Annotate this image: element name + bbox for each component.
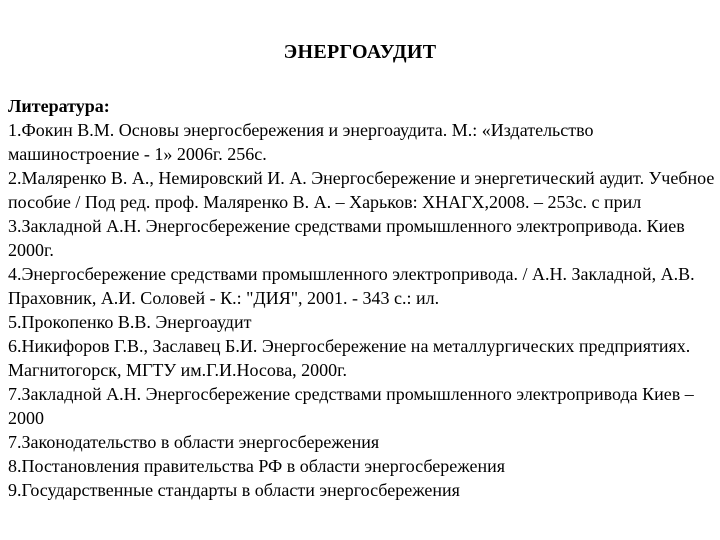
reference-item: 3.Закладной А.Н. Энергосбережение средствами промышленного электропривода. Киев 2000г. <box>8 216 685 260</box>
reference-item: 7.Закладной А.Н. Энергосбережение средствами промышленного электропривода Киев – 2000 <box>8 384 694 428</box>
page-title: ЭНЕРГОАУДИТ <box>283 41 437 63</box>
reference-item: 2.Маляренко В. А., Немировский И. А. Энергосбережение и энергетический аудит. Учебное пособие / Под ред. проф. Маляренко В. А. – Харьков: ХНАГХ,2008. – 253с. с прил <box>8 168 715 212</box>
reference-item: 9.Государственные стандарты в области энергосбережения <box>8 480 460 500</box>
reference-item: 7.Законодательство в области энергосбережения <box>8 432 380 452</box>
reference-item: 6.Никифоров Г.В., Заславец Б.И. Энергосбережение на металлургических предприятиях. Магнитогорск, МГТУ им.Г.И.Носова, 2000г. <box>8 336 691 380</box>
reference-item: 4.Энергосбережение средствами промышленного электропривода. / А.Н. Закладной, А.В. Праховник, А.И. Соловей - К.: "ДИЯ", 2001. - 343 с.: ил. <box>8 264 695 308</box>
reference-list <box>8 118 718 502</box>
literature-section <box>8 94 718 502</box>
literature-heading: Литература: <box>8 96 110 116</box>
reference-item: 1.Фокин В.М. Основы энергосбережения и энергоаудита. М.: «Издательство машиностроение - 1» 2006г. 256с. <box>8 120 594 164</box>
reference-item: 8.Постановления правительства РФ в области энергосбережения <box>8 456 505 476</box>
reference-item: 5.Прокопенко В.В. Энергоаудит <box>8 312 252 332</box>
